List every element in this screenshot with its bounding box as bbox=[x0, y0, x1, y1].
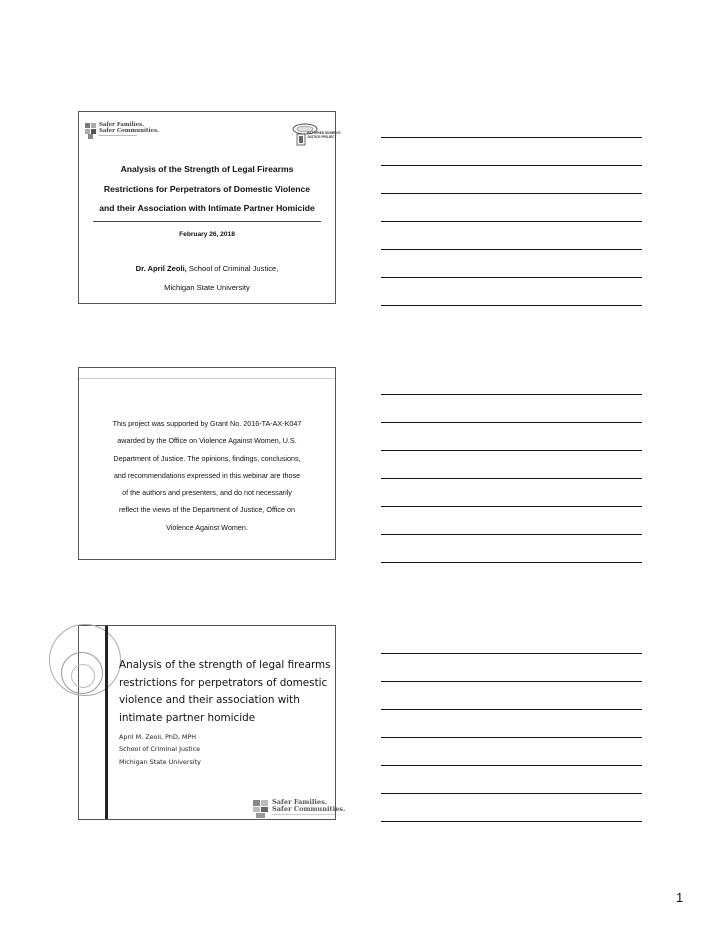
logo-text: Safer Families. Safer Communities. bbox=[99, 122, 159, 134]
bwjp-logo bbox=[291, 122, 341, 146]
presenter-info bbox=[79, 259, 335, 297]
page-number: 1 bbox=[676, 890, 684, 905]
logo-text: Safer Families. Safer Communities. bbox=[272, 798, 346, 814]
note-line bbox=[381, 653, 642, 654]
presenter-university: Michigan State University bbox=[164, 283, 250, 292]
note-line bbox=[381, 681, 642, 682]
disclaimer-line: This project was supported by Grant No. 2016-TA-AX-K047 bbox=[112, 419, 302, 428]
disclaimer-line: and recommendations expressed in this webinar are those bbox=[113, 470, 301, 480]
note-line bbox=[381, 534, 642, 535]
presenter-info bbox=[119, 731, 201, 768]
slide-title bbox=[79, 160, 335, 219]
safer-families-logo bbox=[253, 798, 346, 820]
slide-header-rule bbox=[79, 378, 335, 379]
disclaimer-line: of the authors and presenters, and do not necessarily bbox=[122, 488, 292, 498]
slide-2 bbox=[78, 367, 336, 560]
title-line: Analysis of the strength of legal firearms bbox=[119, 659, 331, 671]
note-line bbox=[381, 478, 642, 479]
decorative-inner-circle-icon bbox=[71, 664, 95, 688]
safer-families-logo bbox=[85, 122, 159, 144]
disclaimer-line: reflect the views of the Department of Justice, Office on bbox=[118, 505, 296, 515]
note-line bbox=[381, 394, 642, 395]
note-line bbox=[381, 793, 642, 794]
safer-families-emblem-icon bbox=[253, 800, 269, 818]
title-line: Restrictions for Perpetrators of Domestic Violence bbox=[103, 183, 311, 194]
title-divider bbox=[93, 221, 321, 222]
disclaimer-line: Department of Justice. The opinions, findings, conclusions, bbox=[113, 453, 301, 463]
note-line bbox=[381, 165, 642, 166]
note-line bbox=[381, 305, 642, 306]
note-line bbox=[381, 765, 642, 766]
note-line bbox=[381, 137, 642, 138]
presenter-name: April M. Zeoli, PhD, MPH bbox=[119, 733, 197, 741]
slide-3 bbox=[78, 625, 346, 820]
disclaimer-line: Violence Against Women. bbox=[166, 522, 248, 532]
note-line bbox=[381, 221, 642, 222]
note-line bbox=[381, 193, 642, 194]
safer-families-emblem-icon bbox=[85, 123, 97, 139]
title-line: Analysis of the Strength of Legal Firearms bbox=[120, 164, 294, 174]
presentation-date: February 26, 2018 bbox=[179, 231, 235, 238]
decorative-vertical-bar bbox=[105, 626, 108, 819]
note-line bbox=[381, 450, 642, 451]
note-line bbox=[381, 249, 642, 250]
grant-disclaimer bbox=[87, 415, 327, 536]
title-line: intimate partner homicide bbox=[119, 711, 256, 724]
note-line bbox=[381, 709, 642, 710]
disclaimer-line: awarded by the Office on Violence Against Women, U.S. bbox=[117, 436, 297, 446]
bwjp-logo-text: BATTERED WOMEN'S JUSTICE PROJECT bbox=[307, 131, 341, 139]
note-line bbox=[381, 737, 642, 738]
title-line: and their Association with Intimate Partner Homicide bbox=[99, 203, 315, 213]
slide-1 bbox=[78, 111, 341, 304]
note-line bbox=[381, 422, 642, 423]
note-line bbox=[381, 506, 642, 507]
presenter-affiliation: School of Criminal Justice, bbox=[186, 264, 279, 273]
note-line bbox=[381, 821, 642, 822]
note-line bbox=[381, 562, 642, 563]
logo-divider bbox=[99, 135, 137, 136]
note-line bbox=[381, 277, 642, 278]
presenter-school: School of Criminal Justice bbox=[119, 745, 201, 754]
presenter-name: Dr. April Zeoli, bbox=[135, 264, 187, 273]
slide-title bbox=[119, 657, 335, 727]
title-line: violence and their association with bbox=[119, 694, 300, 707]
presenter-university: Michigan State University bbox=[119, 757, 201, 766]
logo-divider bbox=[272, 814, 334, 815]
title-line: restrictions for perpetrators of domestic bbox=[119, 676, 328, 689]
